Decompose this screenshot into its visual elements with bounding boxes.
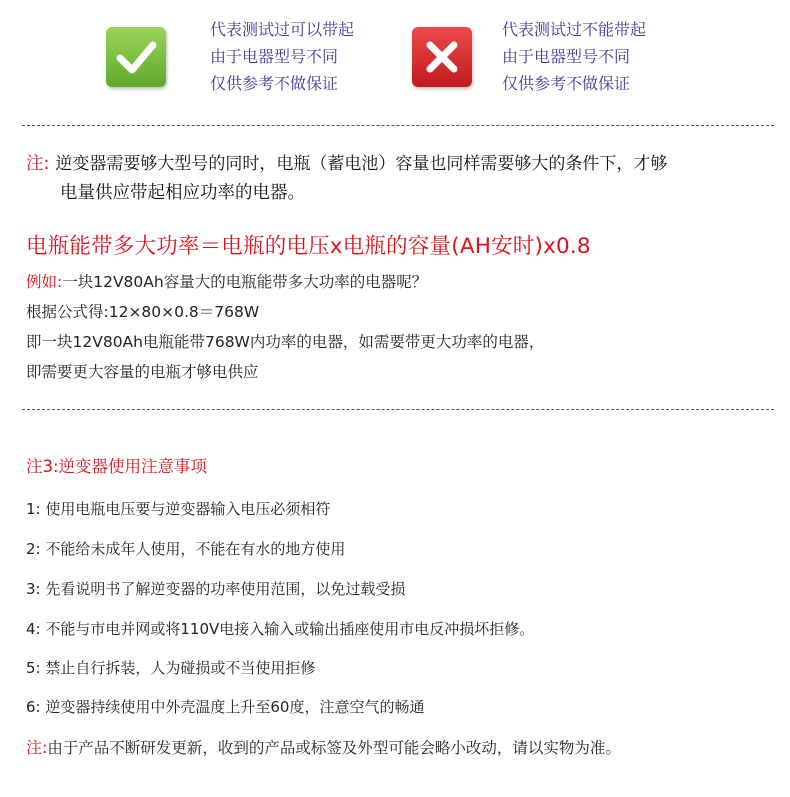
note-line-1 (26, 150, 667, 179)
disclaimer-text: 由于产品不断研发更新，收到的产品或标签及外型可能会略小改动，请以实物为准。 (47, 739, 621, 757)
check-icon (106, 27, 166, 87)
example-text: 一块12V80Ah容量大的电瓶能带多大功率的电器呢？ (62, 273, 428, 291)
disclaimer-prefix: 注: (26, 738, 48, 757)
power-formula: 电瓶能带多大功率＝电瓶的电压x电瓶的容量(AH安时)x0.8 (26, 234, 591, 259)
pass-legend (210, 16, 354, 97)
capacity-note (26, 150, 667, 208)
notice-title: 注3:逆变器使用注意事项 (26, 457, 208, 476)
notice-item: 6: 逆变器持续使用中外壳温度上升至60度，注意空气的畅通 (26, 698, 425, 716)
notice-item: 4: 不能与市电并网或将110V电接入输入或输出插座使用市电反冲损坏拒修。 (26, 620, 535, 638)
note-text: 逆变器需要够大型号的同时，电瓶（蓄电池）容量也同样需要够大的条件下，才够 (55, 154, 668, 174)
pass-legend-line: 代表测试过可以带起 (210, 20, 355, 39)
example-block (26, 267, 544, 387)
notice-item: 3: 先看说明书了解逆变器的功率使用范围，以免过载受损 (26, 580, 406, 598)
example-line: 根据公式得:12×80×0.8＝768W (26, 303, 260, 321)
example-prefix: 例如: (26, 273, 63, 291)
notice-item: 2: 不能给未成年人使用，不能在有水的地方使用 (26, 540, 346, 558)
pass-legend-line: 仅供参考不做保证 (210, 74, 339, 93)
fail-legend-line: 仅供参考不做保证 (502, 74, 631, 93)
note-text: 电量供应带起相应功率的电器。 (60, 183, 305, 203)
note-line-2 (26, 179, 667, 208)
pass-legend-line: 由于电器型号不同 (210, 47, 339, 66)
example-line (26, 267, 544, 297)
divider (22, 409, 774, 410)
divider (22, 125, 774, 126)
example-line: 即一块12V80Ah电瓶能带768W内功率的电器，如需要带更大功率的电器， (26, 333, 545, 351)
notice-item: 5: 禁止自行拆装，人为碰损或不当使用拒修 (26, 659, 316, 677)
example-line: 即需要更大容量的电瓶才够电供应 (26, 363, 259, 381)
note-prefix: 注: (26, 154, 50, 174)
cross-icon (412, 27, 472, 87)
disclaimer (26, 735, 621, 758)
fail-legend (502, 16, 646, 97)
fail-legend-line: 代表测试过不能带起 (502, 20, 647, 39)
fail-legend-line: 由于电器型号不同 (502, 47, 631, 66)
notice-item: 1: 使用电瓶电压要与逆变器输入电压必须相符 (26, 500, 331, 518)
